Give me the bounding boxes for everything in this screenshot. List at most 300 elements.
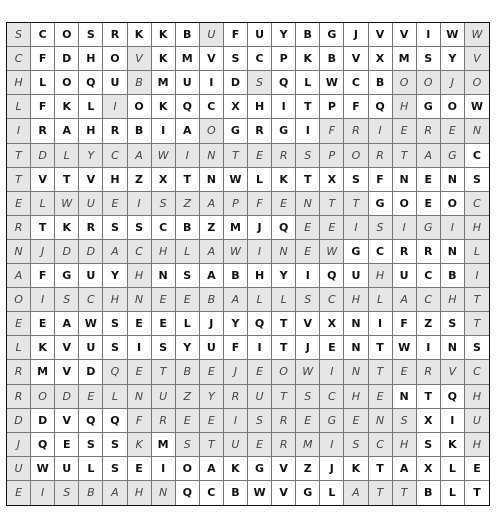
grid-cell[interactable]: U — [152, 385, 176, 409]
grid-cell[interactable]: K — [344, 457, 368, 481]
grid-cell[interactable]: N — [393, 168, 417, 192]
grid-cell[interactable]: K — [55, 95, 79, 119]
grid-cell[interactable]: L — [55, 144, 79, 168]
grid-cell[interactable]: J — [224, 360, 248, 384]
grid-cell[interactable]: E — [7, 481, 31, 505]
grid-cell[interactable]: B — [128, 71, 152, 95]
grid-cell[interactable]: P — [320, 144, 344, 168]
grid-cell[interactable]: T — [296, 168, 320, 192]
grid-cell[interactable]: C — [465, 192, 489, 216]
grid-cell[interactable]: R — [7, 385, 31, 409]
grid-cell[interactable]: E — [128, 312, 152, 336]
grid-cell[interactable]: H — [393, 95, 417, 119]
grid-cell[interactable]: T — [272, 312, 296, 336]
grid-cell[interactable]: K — [128, 433, 152, 457]
grid-cell[interactable]: G — [344, 240, 368, 264]
grid-cell[interactable]: M — [176, 47, 200, 71]
grid-cell[interactable]: B — [200, 288, 224, 312]
grid-cell[interactable]: F — [344, 95, 368, 119]
grid-cell[interactable]: R — [272, 433, 296, 457]
grid-cell[interactable]: U — [79, 192, 103, 216]
grid-cell[interactable]: U — [465, 409, 489, 433]
grid-cell[interactable]: H — [393, 433, 417, 457]
grid-cell[interactable]: H — [79, 47, 103, 71]
grid-cell[interactable]: G — [417, 95, 441, 119]
grid-cell[interactable]: U — [393, 264, 417, 288]
grid-cell[interactable]: S — [103, 457, 127, 481]
grid-cell[interactable]: U — [55, 457, 79, 481]
grid-cell[interactable]: I — [31, 481, 55, 505]
grid-cell[interactable]: S — [7, 23, 31, 47]
grid-cell[interactable]: B — [128, 119, 152, 143]
grid-cell[interactable]: R — [103, 23, 127, 47]
grid-cell[interactable]: E — [55, 433, 79, 457]
grid-cell[interactable]: B — [176, 23, 200, 47]
grid-cell[interactable]: C — [200, 95, 224, 119]
grid-cell[interactable]: E — [200, 360, 224, 384]
grid-cell[interactable]: C — [128, 240, 152, 264]
grid-cell[interactable]: E — [296, 409, 320, 433]
grid-cell[interactable]: Y — [224, 312, 248, 336]
grid-cell[interactable]: Q — [441, 385, 465, 409]
grid-cell[interactable]: I — [417, 336, 441, 360]
grid-cell[interactable]: I — [152, 119, 176, 143]
grid-cell[interactable]: X — [320, 168, 344, 192]
grid-cell[interactable]: C — [417, 264, 441, 288]
grid-cell[interactable]: R — [272, 409, 296, 433]
grid-cell[interactable]: J — [441, 71, 465, 95]
grid-cell[interactable]: E — [344, 409, 368, 433]
grid-cell[interactable]: Y — [176, 336, 200, 360]
grid-cell[interactable]: S — [248, 71, 272, 95]
grid-cell[interactable]: T — [55, 168, 79, 192]
grid-cell[interactable]: G — [224, 119, 248, 143]
grid-cell[interactable]: O — [176, 457, 200, 481]
grid-cell[interactable]: G — [320, 409, 344, 433]
grid-cell[interactable]: J — [344, 23, 368, 47]
grid-cell[interactable]: T — [473, 486, 481, 500]
grid-cell[interactable]: S — [248, 409, 272, 433]
grid-cell[interactable]: R — [248, 119, 272, 143]
grid-cell[interactable]: W — [31, 457, 55, 481]
grid-cell[interactable]: Z — [296, 457, 320, 481]
grid-cell[interactable]: T — [417, 385, 441, 409]
grid-cell[interactable]: J — [31, 240, 55, 264]
grid-cell[interactable]: S — [465, 168, 489, 192]
grid-cell[interactable]: S — [465, 336, 489, 360]
grid-cell[interactable]: S — [79, 23, 103, 47]
grid-cell[interactable]: H — [369, 264, 393, 288]
grid-cell[interactable]: B — [224, 481, 248, 505]
grid-cell[interactable]: E — [296, 216, 320, 240]
grid-cell[interactable]: R — [344, 119, 368, 143]
grid-cell[interactable]: U — [200, 23, 224, 47]
grid-cell[interactable]: L — [176, 240, 200, 264]
grid-cell[interactable]: H — [465, 216, 489, 240]
grid-cell[interactable]: M — [152, 71, 176, 95]
grid-cell[interactable]: U — [200, 336, 224, 360]
grid-cell[interactable]: S — [79, 433, 103, 457]
grid-cell[interactable]: L — [79, 95, 103, 119]
grid-cell[interactable]: E — [176, 409, 200, 433]
grid-cell[interactable]: E — [393, 360, 417, 384]
grid-cell[interactable]: L — [31, 192, 55, 216]
grid-cell[interactable]: B — [176, 216, 200, 240]
grid-cell[interactable]: C — [465, 144, 489, 168]
grid-cell[interactable]: N — [344, 360, 368, 384]
grid-cell[interactable]: E — [248, 360, 272, 384]
grid-cell[interactable]: B — [369, 71, 393, 95]
grid-cell[interactable]: L — [296, 71, 320, 95]
grid-cell[interactable]: S — [103, 336, 127, 360]
grid-cell[interactable]: U — [344, 264, 368, 288]
grid-cell[interactable]: T — [369, 457, 393, 481]
grid-cell[interactable]: H — [128, 264, 152, 288]
grid-cell[interactable]: E — [200, 409, 224, 433]
grid-cell[interactable]: N — [344, 312, 368, 336]
grid-cell[interactable]: W — [393, 336, 417, 360]
grid-cell[interactable]: W — [441, 23, 465, 47]
grid-cell[interactable]: V — [393, 23, 417, 47]
grid-cell[interactable]: F — [224, 23, 248, 47]
grid-cell[interactable]: W — [248, 481, 272, 505]
grid-cell[interactable]: I — [344, 216, 368, 240]
grid-cell[interactable]: S — [103, 312, 127, 336]
grid-cell[interactable]: I — [441, 409, 465, 433]
grid-cell[interactable]: C — [103, 144, 127, 168]
grid-cell[interactable]: E — [296, 240, 320, 264]
grid-cell[interactable]: C — [369, 240, 393, 264]
grid-cell[interactable]: T — [200, 433, 224, 457]
grid-cell[interactable]: J — [296, 336, 320, 360]
grid-cell[interactable]: V — [441, 360, 465, 384]
grid-cell[interactable]: S — [176, 264, 200, 288]
grid-cell[interactable]: H — [465, 433, 489, 457]
grid-cell[interactable]: O — [200, 119, 224, 143]
grid-cell[interactable]: I — [224, 409, 248, 433]
grid-cell[interactable]: M — [224, 216, 248, 240]
grid-cell[interactable]: T — [344, 192, 368, 216]
grid-cell[interactable]: S — [224, 47, 248, 71]
grid-cell[interactable]: E — [369, 385, 393, 409]
grid-cell[interactable]: W — [224, 240, 248, 264]
grid-cell[interactable]: O — [272, 360, 296, 384]
grid-cell[interactable]: G — [369, 192, 393, 216]
grid-cell[interactable]: I — [296, 264, 320, 288]
grid-cell[interactable]: U — [224, 433, 248, 457]
grid-cell[interactable]: D — [7, 409, 31, 433]
grid-cell[interactable]: G — [417, 216, 441, 240]
grid-cell[interactable]: G — [296, 481, 320, 505]
grid-cell[interactable]: T — [320, 192, 344, 216]
grid-cell[interactable]: F — [393, 312, 417, 336]
grid-cell[interactable]: S — [176, 433, 200, 457]
grid-cell[interactable]: L — [320, 481, 344, 505]
grid-cell[interactable]: P — [320, 95, 344, 119]
grid-cell[interactable]: A — [128, 144, 152, 168]
grid-cell[interactable]: A — [103, 240, 127, 264]
grid-cell[interactable]: E — [417, 192, 441, 216]
grid-cell[interactable]: F — [224, 336, 248, 360]
grid-cell[interactable]: T — [393, 144, 417, 168]
grid-cell[interactable]: O — [55, 23, 79, 47]
grid-cell[interactable]: I — [465, 264, 489, 288]
grid-cell[interactable]: N — [128, 288, 152, 312]
grid-cell[interactable]: Y — [103, 264, 127, 288]
grid-cell[interactable]: N — [344, 336, 368, 360]
grid-cell[interactable]: R — [79, 216, 103, 240]
grid-cell[interactable]: F — [31, 47, 55, 71]
grid-cell[interactable]: U — [79, 336, 103, 360]
grid-cell[interactable]: T — [272, 385, 296, 409]
grid-cell[interactable]: N — [441, 240, 465, 264]
grid-cell[interactable]: L — [79, 457, 103, 481]
grid-cell[interactable]: D — [79, 240, 103, 264]
grid-cell[interactable]: I — [272, 95, 296, 119]
grid-cell[interactable]: O — [7, 288, 31, 312]
grid-cell[interactable]: A — [393, 288, 417, 312]
grid-cell[interactable]: J — [200, 312, 224, 336]
grid-cell[interactable]: M — [31, 360, 55, 384]
grid-cell[interactable]: O — [393, 192, 417, 216]
grid-cell[interactable]: A — [224, 288, 248, 312]
grid-cell[interactable]: S — [152, 192, 176, 216]
grid-cell[interactable]: V — [55, 336, 79, 360]
grid-cell[interactable]: I — [248, 336, 272, 360]
grid-cell[interactable]: R — [393, 240, 417, 264]
grid-cell[interactable]: S — [344, 433, 368, 457]
grid-cell[interactable]: N — [200, 144, 224, 168]
grid-cell[interactable]: I — [441, 216, 465, 240]
grid-cell[interactable]: I — [248, 240, 272, 264]
grid-cell[interactable]: D — [31, 144, 55, 168]
grid-cell[interactable]: J — [320, 457, 344, 481]
grid-cell[interactable]: N — [152, 481, 176, 505]
grid-cell[interactable]: W — [79, 312, 103, 336]
grid-cell[interactable]: S — [417, 47, 441, 71]
grid-cell[interactable]: Q — [176, 95, 200, 119]
grid-cell[interactable]: B — [224, 264, 248, 288]
grid-cell[interactable]: R — [103, 119, 127, 143]
grid-cell[interactable]: E — [152, 312, 176, 336]
grid-cell[interactable]: N — [441, 336, 465, 360]
grid-cell[interactable]: S — [296, 144, 320, 168]
grid-cell[interactable]: K — [128, 23, 152, 47]
grid-cell[interactable]: D — [79, 360, 103, 384]
grid-cell[interactable]: I — [393, 216, 417, 240]
grid-cell[interactable]: S — [128, 216, 152, 240]
grid-cell[interactable]: R — [7, 216, 31, 240]
grid-cell[interactable]: A — [55, 312, 79, 336]
grid-cell[interactable]: B — [417, 481, 441, 505]
grid-cell[interactable]: Y — [79, 144, 103, 168]
grid-cell[interactable]: W — [320, 240, 344, 264]
grid-cell[interactable]: C — [320, 385, 344, 409]
grid-cell[interactable]: T — [369, 336, 393, 360]
grid-cell[interactable]: K — [152, 95, 176, 119]
grid-cell[interactable]: Y — [200, 385, 224, 409]
grid-cell[interactable]: L — [465, 240, 489, 264]
grid-cell[interactable]: W — [152, 144, 176, 168]
grid-cell[interactable]: K — [441, 433, 465, 457]
grid-cell[interactable]: D — [55, 47, 79, 71]
grid-cell[interactable]: E — [7, 192, 31, 216]
grid-cell[interactable]: E — [7, 312, 31, 336]
grid-cell[interactable]: T — [272, 336, 296, 360]
grid-cell[interactable]: S — [296, 288, 320, 312]
grid-cell[interactable]: H — [344, 385, 368, 409]
grid-cell[interactable]: I — [128, 336, 152, 360]
grid-cell[interactable]: W — [224, 168, 248, 192]
grid-cell[interactable]: M — [152, 433, 176, 457]
grid-cell[interactable]: W — [55, 192, 79, 216]
grid-cell[interactable]: T — [465, 312, 489, 336]
grid-cell[interactable]: W — [296, 360, 320, 384]
grid-cell[interactable]: W — [465, 95, 489, 119]
grid-cell[interactable]: V — [31, 168, 55, 192]
grid-cell[interactable]: L — [31, 71, 55, 95]
grid-cell[interactable]: V — [272, 457, 296, 481]
grid-cell[interactable]: Q — [103, 360, 127, 384]
grid-cell[interactable]: L — [7, 95, 31, 119]
grid-cell[interactable]: C — [369, 433, 393, 457]
grid-cell[interactable]: H — [248, 95, 272, 119]
grid-cell[interactable]: O — [441, 95, 465, 119]
grid-cell[interactable]: X — [417, 457, 441, 481]
grid-cell[interactable]: I — [31, 288, 55, 312]
grid-cell[interactable]: S — [55, 288, 79, 312]
grid-cell[interactable]: K — [152, 23, 176, 47]
grid-cell[interactable]: K — [152, 47, 176, 71]
grid-cell[interactable]: E — [79, 385, 103, 409]
grid-cell[interactable]: Q — [272, 216, 296, 240]
grid-cell[interactable]: L — [176, 312, 200, 336]
grid-cell[interactable]: A — [176, 119, 200, 143]
grid-cell[interactable]: O — [31, 385, 55, 409]
grid-cell[interactable]: K — [55, 216, 79, 240]
grid-cell[interactable]: A — [393, 457, 417, 481]
grid-cell[interactable]: S — [369, 216, 393, 240]
grid-cell[interactable]: F — [128, 409, 152, 433]
grid-cell[interactable]: V — [128, 47, 152, 71]
grid-cell[interactable]: F — [248, 192, 272, 216]
grid-cell[interactable]: B — [176, 360, 200, 384]
grid-cell[interactable]: V — [465, 47, 489, 71]
grid-cell[interactable]: Z — [128, 168, 152, 192]
grid-cell[interactable]: H — [7, 71, 31, 95]
grid-cell[interactable]: S — [393, 409, 417, 433]
grid-cell[interactable]: L — [7, 336, 31, 360]
grid-cell[interactable]: K — [296, 47, 320, 71]
grid-cell[interactable]: F — [320, 119, 344, 143]
grid-cell[interactable]: U — [248, 385, 272, 409]
grid-cell[interactable]: N — [7, 240, 31, 264]
grid-cell[interactable]: H — [79, 119, 103, 143]
grid-cell[interactable]: C — [248, 47, 272, 71]
grid-cell[interactable]: S — [103, 216, 127, 240]
grid-cell[interactable]: H — [465, 385, 489, 409]
grid-cell[interactable]: N — [200, 168, 224, 192]
grid-cell[interactable]: T — [465, 288, 489, 312]
grid-cell[interactable]: O — [128, 95, 152, 119]
grid-cell[interactable]: O — [103, 47, 127, 71]
grid-cell[interactable]: V — [55, 360, 79, 384]
grid-cell[interactable]: Q — [272, 71, 296, 95]
grid-cell[interactable]: Y — [272, 264, 296, 288]
grid-cell[interactable]: I — [7, 119, 31, 143]
grid-cell[interactable]: U — [79, 264, 103, 288]
grid-cell[interactable]: Q — [103, 409, 127, 433]
grid-cell[interactable]: Q — [79, 409, 103, 433]
grid-cell[interactable]: B — [79, 481, 103, 505]
grid-cell[interactable]: N — [128, 385, 152, 409]
grid-cell[interactable]: R — [152, 409, 176, 433]
grid-cell[interactable]: I — [200, 71, 224, 95]
grid-cell[interactable]: N — [152, 264, 176, 288]
grid-cell[interactable]: R — [224, 385, 248, 409]
grid-cell[interactable]: I — [152, 457, 176, 481]
grid-cell[interactable]: L — [248, 168, 272, 192]
grid-cell[interactable]: E — [272, 192, 296, 216]
grid-cell[interactable]: V — [344, 47, 368, 71]
grid-cell[interactable]: H — [344, 288, 368, 312]
grid-cell[interactable]: O — [417, 71, 441, 95]
grid-cell[interactable]: J — [248, 216, 272, 240]
grid-cell[interactable]: T — [7, 168, 31, 192]
grid-cell[interactable]: C — [200, 481, 224, 505]
grid-cell[interactable]: L — [272, 288, 296, 312]
grid-cell[interactable]: O — [393, 71, 417, 95]
grid-cell[interactable]: O — [55, 71, 79, 95]
grid-cell[interactable]: T — [369, 481, 393, 505]
grid-cell[interactable]: L — [441, 481, 465, 505]
grid-cell[interactable]: N — [296, 192, 320, 216]
grid-cell[interactable]: R — [417, 119, 441, 143]
grid-cell[interactable]: E — [128, 457, 152, 481]
grid-cell[interactable]: N — [465, 119, 489, 143]
grid-cell[interactable]: S — [152, 336, 176, 360]
grid-cell[interactable]: E — [31, 312, 55, 336]
grid-cell[interactable]: T — [296, 95, 320, 119]
grid-cell[interactable]: A — [200, 240, 224, 264]
grid-cell[interactable]: K — [224, 457, 248, 481]
grid-cell[interactable]: N — [369, 409, 393, 433]
grid-cell[interactable]: J — [7, 433, 31, 457]
grid-cell[interactable]: O — [441, 192, 465, 216]
grid-cell[interactable]: H — [152, 240, 176, 264]
grid-cell[interactable]: A — [200, 192, 224, 216]
grid-cell[interactable]: G — [55, 264, 79, 288]
grid-cell[interactable]: S — [441, 312, 465, 336]
grid-cell[interactable]: V — [55, 409, 79, 433]
grid-cell[interactable]: Q — [79, 71, 103, 95]
grid-cell[interactable]: M — [393, 47, 417, 71]
grid-cell[interactable]: V — [369, 23, 393, 47]
grid-cell[interactable]: Q — [320, 264, 344, 288]
grid-cell[interactable]: D — [31, 409, 55, 433]
grid-cell[interactable]: G — [248, 457, 272, 481]
grid-cell[interactable]: Q — [369, 95, 393, 119]
grid-cell[interactable]: Z — [417, 312, 441, 336]
grid-cell[interactable]: Y — [441, 47, 465, 71]
grid-cell[interactable]: U — [248, 23, 272, 47]
grid-cell[interactable]: T — [31, 216, 55, 240]
grid-cell[interactable]: L — [441, 457, 465, 481]
grid-cell[interactable]: V — [296, 312, 320, 336]
grid-cell[interactable]: E — [320, 216, 344, 240]
grid-cell[interactable]: B — [441, 264, 465, 288]
grid-cell[interactable]: T — [7, 144, 31, 168]
